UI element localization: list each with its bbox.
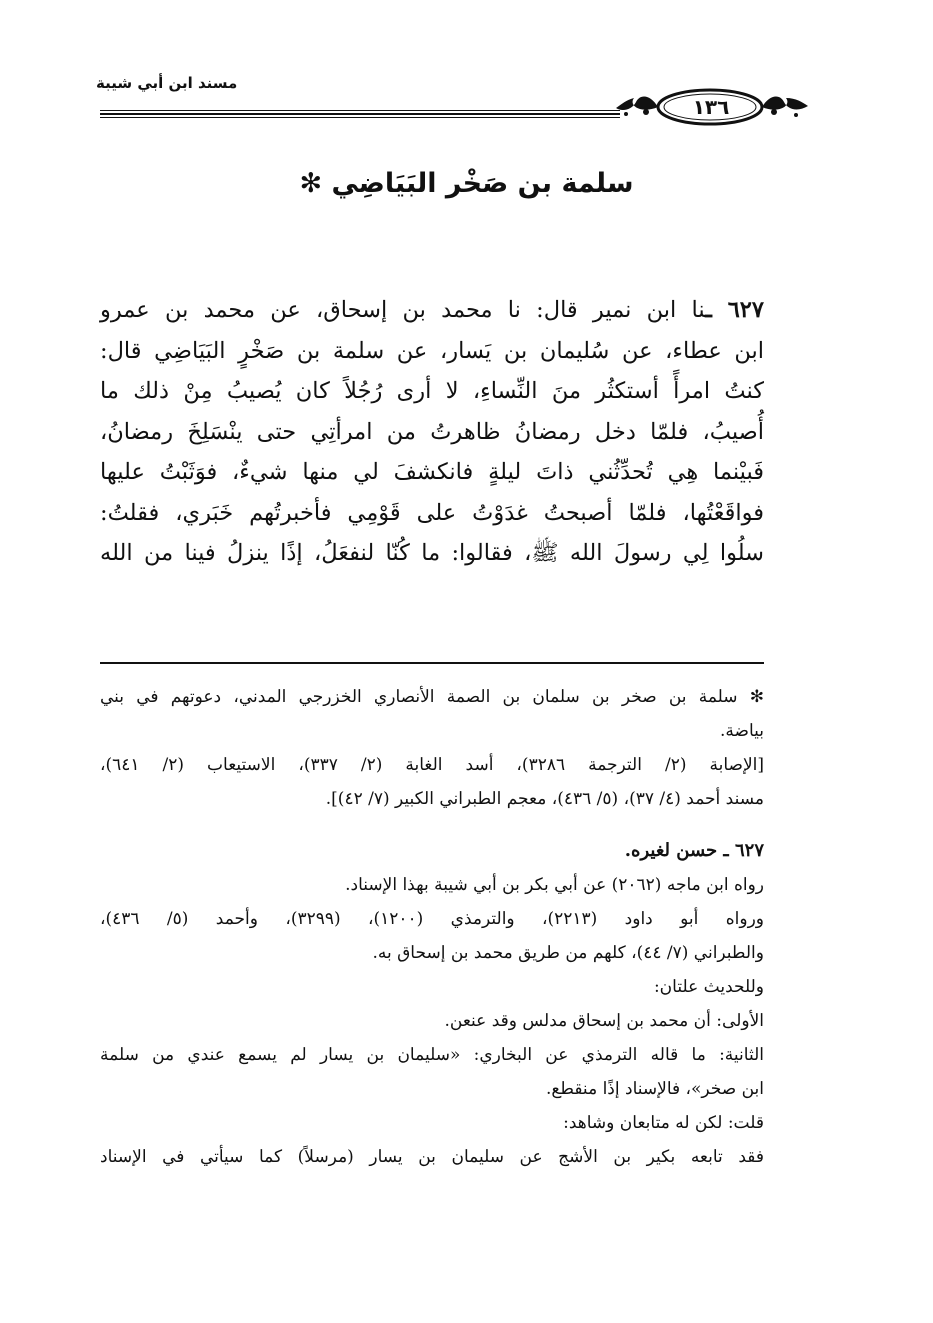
chapter-heading: سلمة بن صَخْر البَيَاضِي ✻ [299, 168, 634, 199]
biography-note-line: ✻ سلمة بن صخر بن سلمان بن الصمة الأنصاري الخزرجي المدني، دعوتهم في بني [100, 687, 764, 707]
grading-note-line: الأولى: أن محمد بن إسحاق مدلس وقد عنعن. [444, 1011, 764, 1031]
page-number: ١٣٦ [692, 95, 730, 119]
footnotes [100, 680, 764, 1174]
grading-note-line: قلت: لكن له متابعان وشاهد: [563, 1113, 764, 1133]
header-rule-line [100, 117, 620, 118]
grading-note-line: والطبراني (٧/ ٤٤)، كلهم من طريق محمد بن إسحاق به. [372, 943, 764, 963]
hadith-line-text: نا ابن نمير قال: نا محمد بن إسحاق، عن محمد بن عمرو [100, 297, 706, 323]
hadith-line: فواقَعْتُها، فلمّا أصبحتُ غدَوْتُ على قَوْمِي فأخبرتُهم خَبَري، فقلتُ: [100, 499, 764, 526]
running-title: مسند ابن أبي شيبة [96, 74, 238, 92]
grading-note-line: الثانية: ما قاله الترمذي عن البخاري: «سليمان بن يسار لم يسمع عندي من سلمة [100, 1045, 764, 1065]
hadith-line: فَبيْنما هِي تُحدِّثُني ذاتَ ليلةٍ فانكشفَ لي منها شيءٌ، فوَثَبْتُ عليها [100, 459, 764, 485]
header-rule-line [100, 110, 620, 111]
grading-note-line: وللحديث علتان: [653, 977, 764, 997]
footnote-gap [100, 816, 764, 834]
footnote-separator [100, 662, 764, 664]
biography-note-line: [الإصابة (٢/ الترجمة ٣٢٨٦)، أسد الغابة (٢/ ٣٣٧)، الاستيعاب (٢/ ٦٤١)، [100, 755, 764, 775]
hadith-line [100, 290, 764, 331]
biography-note-line: بياضة. [720, 721, 764, 741]
hadith-number: ٦٢٧ ـ [705, 297, 764, 323]
grading-heading: ٦٢٧ ـ حسن لغيره. [624, 840, 764, 861]
biography-note-line: مسند أحمد (٤/ ٣٧)، (٥/ ٤٣٦)، معجم الطبراني الكبير (٧/ ٤٢)]. [325, 789, 764, 809]
hadith-text [100, 290, 764, 574]
grading-note-line: فقد تابعه بكير بن الأشج عن سليمان بن يسار (مرسلاً) كما سيأتي في الإسناد [100, 1147, 764, 1167]
header-rule-line [100, 113, 620, 115]
header-rule [100, 110, 620, 120]
grading-note-line: ابن صخر»، فالإسناد إذًا منقطع. [545, 1079, 764, 1099]
hadith-line: سلُوا لِي رسولَ الله ﷺ، فقالوا: ما كُنّا لنفعَلُ، إذًا ينزلُ فينا من الله [100, 540, 764, 566]
hadith-line: كنتُ امرأً أستكثُر منَ النِّساءِ، لا أرى رُجُلاً كان يُصيبُ مِنْ ذلك ما [100, 378, 764, 404]
grading-note-line: ورواه أبو داود (٢٢١٣)، والترمذي (١٢٠٠)، (٣٢٩٩)، وأحمد (٥/ ٤٣٦)، [100, 909, 764, 929]
grading-note-line: رواه ابن ماجه (٢٠٦٢) عن أبي بكر بن أبي شيبة بهذا الإسناد. [345, 875, 764, 895]
hadith-line: ابن عطاء، عن سُليمان بن يَسار، عن سلمة بن صَخْرٍ البَيَاضِي قال: [100, 337, 764, 364]
hadith-line: أُصيبُ، فلمّا دخل رمضانُ ظاهرتُ من امرأتِي حتى ينْسَلِخَ رمضانُ، [100, 418, 764, 445]
